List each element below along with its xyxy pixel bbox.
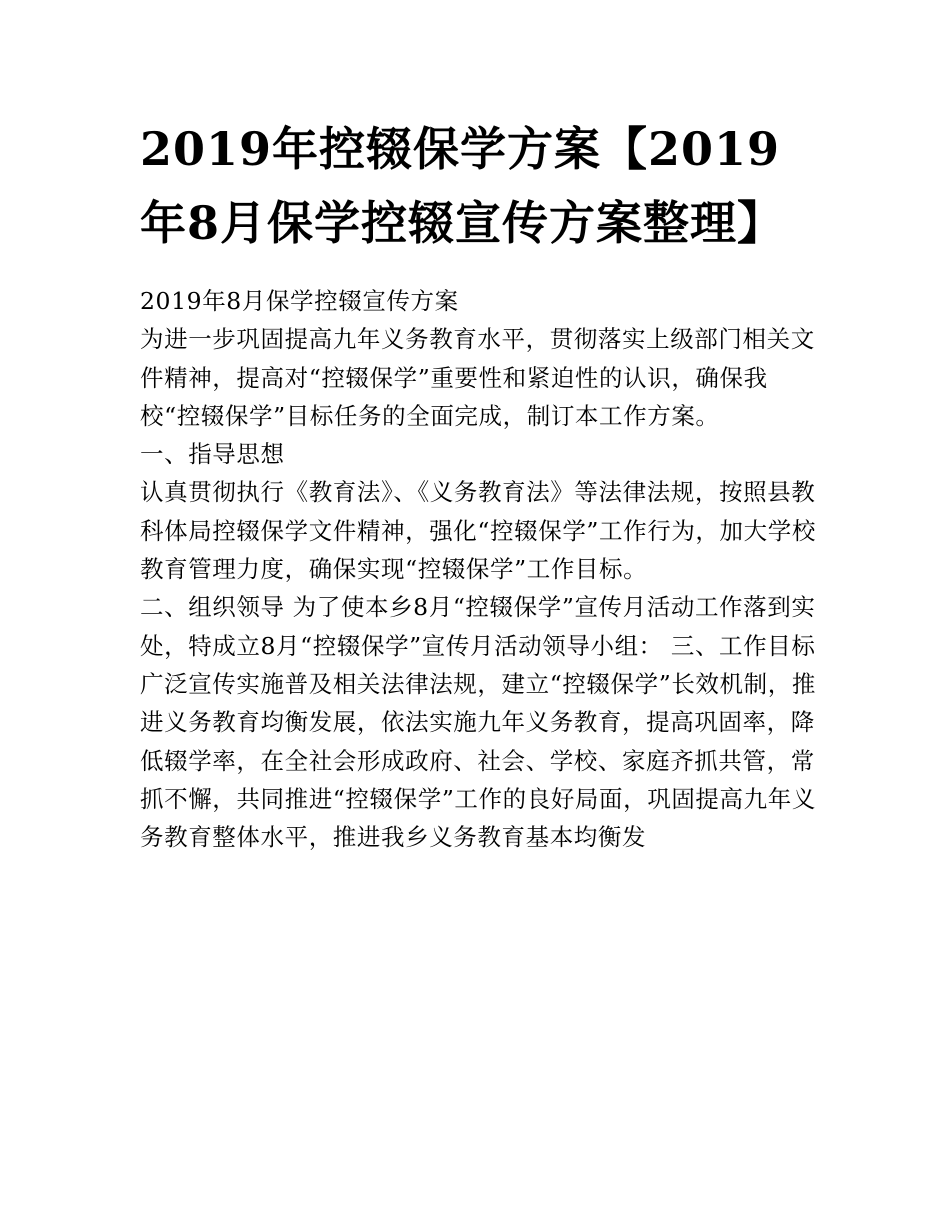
- document-title: 2019年控辍保学方案【2019年8月保学控辍宣传方案整理】: [140, 122, 785, 250]
- paragraph-organization: 二、组织领导 为了使本乡8月“控辍保学”宣传月活动工作落到实处，特成立8月“控辍保学”宣传月活动领导小组： 三、工作目标: [140, 593, 816, 660]
- paragraph-intro: 为进一步巩固提高九年义务教育水平，贯彻落实上级部门相关文件精神，提高对“控辍保学”重要性和紧迫性的认识，确保我校“控辍保学”目标任务的全面完成，制订本工作方案。: [140, 325, 815, 430]
- paragraph-guiding-thought: 认真贯彻执行《教育法》、《义务教育法》等法律法规，按照县教科体局控辍保学文件精神，强化“控辍保学”工作行为，加大学校教育管理力度，确保实现“控辍保学”工作目标。: [140, 478, 816, 584]
- document-body: [140, 282, 820, 856]
- paragraph-subtitle: 2019年8月保学控辍宣传方案: [140, 287, 459, 315]
- paragraph-work-goals: 广泛宣传实施普及相关法律法规，建立“控辍保学”长效机制，推进义务教育均衡发展，依法实施九年义务教育，提高巩固率，降低辍学率，在全社会形成政府、社会、学校、家庭齐抓共管，常抓不懈，共同推进“控辍保学”工作的良好局面，巩固提高九年义务教育整体水平，推进我乡义务教育基本均衡发: [140, 669, 816, 852]
- section-heading-guiding-thought: 一、指导思想: [140, 440, 285, 469]
